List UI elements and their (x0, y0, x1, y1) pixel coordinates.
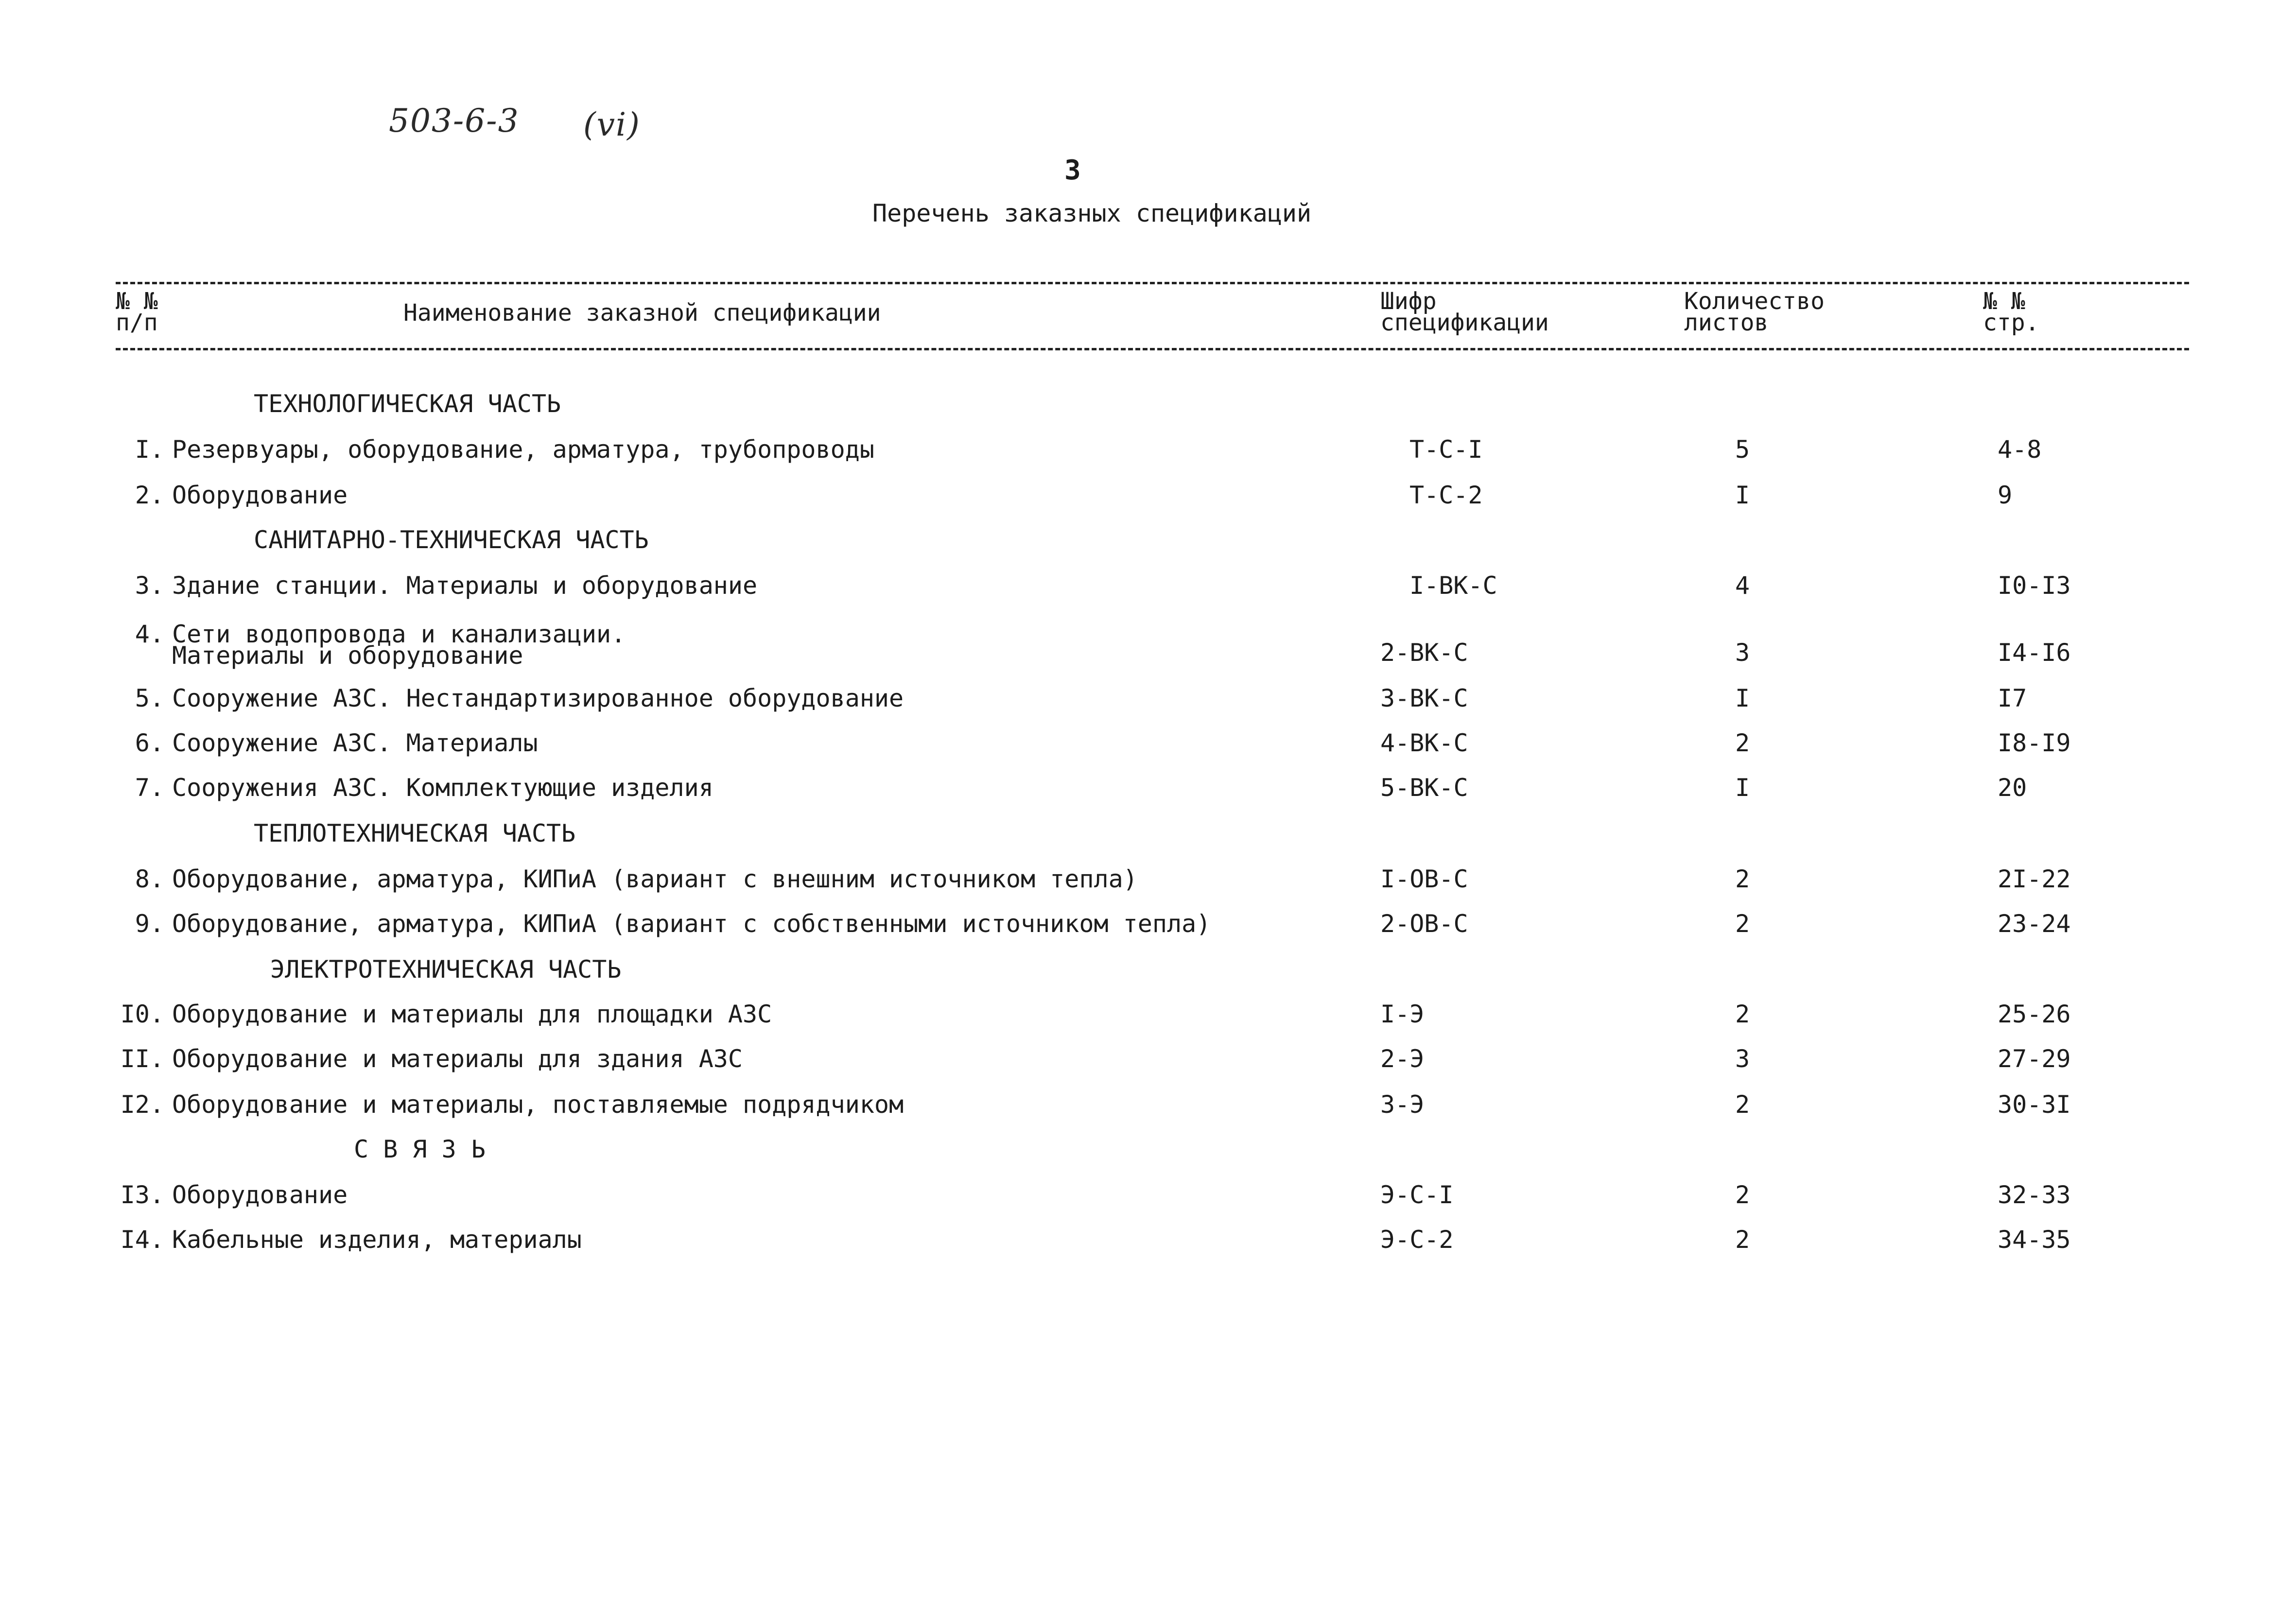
row-pages: 25-26 (1998, 1000, 2071, 1028)
row-pages: 9 (1998, 481, 2013, 509)
row-sheets: 2 (1735, 1090, 1750, 1119)
table-row (0, 437, 2296, 476)
row-code: 2-ОВ-С (1380, 910, 1468, 938)
row-pages: I8-I9 (1998, 729, 2071, 757)
row-num: I. (135, 435, 164, 464)
row-sheets: 4 (1735, 571, 1750, 600)
section-title: ЭЛЕКТРОТЕХНИЧЕСКАЯ ЧАСТЬ (270, 955, 622, 984)
section-title: САНИТАРНО-ТЕХНИЧЕСКАЯ ЧАСТЬ (254, 526, 649, 554)
page-number: 3 (1064, 155, 1081, 186)
row-name: Здание станции. Материалы и оборудование (172, 571, 758, 600)
row-code: 4-ВК-С (1380, 729, 1468, 757)
row-sheets: 3 (1735, 1045, 1750, 1073)
row-code: 2-Э (1380, 1045, 1425, 1073)
row-num: 4. (135, 620, 164, 648)
row-name: Кабельные изделия, материалы (172, 1226, 582, 1254)
row-code: Т-С-2 (1409, 481, 1483, 509)
row-sheets: 2 (1735, 865, 1750, 893)
section-title: С В Я З Ь (354, 1135, 486, 1163)
row-name: Оборудование и материалы для здания АЗС (172, 1045, 743, 1073)
row-name: Оборудование, арматура, КИПиА (вариант с собственными источником тепла) (172, 910, 1211, 938)
table-row (0, 573, 2296, 612)
table-row (0, 622, 2296, 675)
header-num-line2: п/п (116, 309, 158, 336)
header-top-rule (116, 282, 2189, 284)
row-code: 3-Э (1380, 1090, 1425, 1119)
header-name: Наименование заказной спецификации (403, 299, 881, 327)
row-pages: 2I-22 (1998, 865, 2071, 893)
header-sheets-line1: Количество (1684, 288, 1825, 315)
row-sheets: I (1735, 481, 1750, 509)
row-num: 6. (135, 729, 164, 757)
row-name: Сооружение АЗС. Материалы (172, 729, 538, 757)
row-num: 3. (135, 571, 164, 600)
row-num: I0. (120, 1000, 164, 1028)
table-row (0, 686, 2296, 725)
row-name: Оборудование (172, 481, 348, 509)
table-row (0, 912, 2296, 950)
row-pages: 4-8 (1998, 435, 2042, 464)
row-name: Резервуары, оборудование, арматура, трубопроводы (172, 435, 874, 464)
row-code: Э-С-2 (1380, 1226, 1454, 1254)
row-sheets: 2 (1735, 1000, 1750, 1028)
row-sheets: 5 (1735, 435, 1750, 464)
row-code: 5-ВК-С (1380, 774, 1468, 802)
row-sheets: I (1735, 684, 1750, 712)
row-num: 5. (135, 684, 164, 712)
row-num: I2. (120, 1090, 164, 1119)
row-code: I-ОВ-С (1380, 865, 1468, 893)
header-num-line1: № № (116, 288, 158, 315)
row-pages: 27-29 (1998, 1045, 2071, 1073)
row-name: Оборудование, арматура, КИПиА (вариант с внешним источником тепла) (172, 865, 1138, 893)
header-bottom-rule (116, 348, 2189, 350)
table-row (0, 1183, 2296, 1222)
row-pages: I7 (1998, 684, 2027, 712)
handwritten-code: 503-6-3 (389, 102, 520, 139)
row-sheets: I (1735, 774, 1750, 802)
row-code: Э-С-I (1380, 1181, 1454, 1209)
header-code-line2: спецификации (1380, 309, 1549, 336)
header-pages-line1: № № (1983, 288, 2025, 315)
table-row (0, 1227, 2296, 1266)
header-sheets-line2: листов (1684, 309, 1769, 336)
row-pages: 23-24 (1998, 910, 2071, 938)
table-row (0, 483, 2296, 522)
row-sheets: 3 (1735, 639, 1750, 667)
row-name-continued: Материалы и оборудование (172, 641, 523, 670)
row-pages: I0-I3 (1998, 571, 2071, 600)
row-num: 7. (135, 774, 164, 802)
header-sheets (1684, 288, 1825, 336)
row-code: I-Э (1380, 1000, 1425, 1028)
row-code: I-ВК-С (1409, 571, 1497, 600)
header-pages (1983, 288, 2039, 336)
row-num: 8. (135, 865, 164, 893)
table-row (0, 1047, 2296, 1086)
row-sheets: 2 (1735, 1181, 1750, 1209)
row-sheets: 2 (1735, 910, 1750, 938)
row-sheets: 2 (1735, 729, 1750, 757)
row-name: Сети водопровода и канализации. (172, 620, 626, 648)
row-num: I3. (120, 1181, 164, 1209)
row-code: 2-ВК-С (1380, 639, 1468, 667)
section-title: ТЕХНОЛОГИЧЕСКАЯ ЧАСТЬ (254, 390, 561, 418)
row-pages: 30-3I (1998, 1090, 2071, 1119)
row-pages: 20 (1998, 774, 2027, 802)
row-name: Оборудование (172, 1181, 348, 1209)
row-num: 2. (135, 481, 164, 509)
row-sheets: 2 (1735, 1226, 1750, 1254)
table-row (0, 1002, 2296, 1041)
row-code: Т-С-I (1409, 435, 1483, 464)
table-row (0, 776, 2296, 814)
section-title: ТЕПЛОТЕХНИЧЕСКАЯ ЧАСТЬ (254, 819, 576, 847)
row-name: Оборудование и материалы для площадки АЗС (172, 1000, 772, 1028)
row-name: Сооружение АЗС. Нестандартизированное оборудование (172, 684, 904, 712)
row-pages: I4-I6 (1998, 639, 2071, 667)
page-title: Перечень заказных спецификаций (872, 199, 1312, 227)
row-pages: 34-35 (1998, 1226, 2071, 1254)
header-num (116, 288, 158, 336)
handwritten-mark: (vi) (583, 106, 641, 143)
header-code-line1: Шифр (1380, 288, 1437, 315)
row-num: I4. (120, 1226, 164, 1254)
row-num: 9. (135, 910, 164, 938)
header-code (1380, 288, 1549, 336)
table-row (0, 867, 2296, 906)
row-pages: 32-33 (1998, 1181, 2071, 1209)
row-num: II. (120, 1045, 164, 1073)
row-code: 3-ВК-С (1380, 684, 1468, 712)
header-pages-line2: стр. (1983, 309, 2039, 336)
table-row (0, 1092, 2296, 1131)
table-row (0, 731, 2296, 770)
row-name: Оборудование и материалы, поставляемые подрядчиком (172, 1090, 904, 1119)
row-name: Сооружения АЗС. Комплектующие изделия (172, 774, 713, 802)
